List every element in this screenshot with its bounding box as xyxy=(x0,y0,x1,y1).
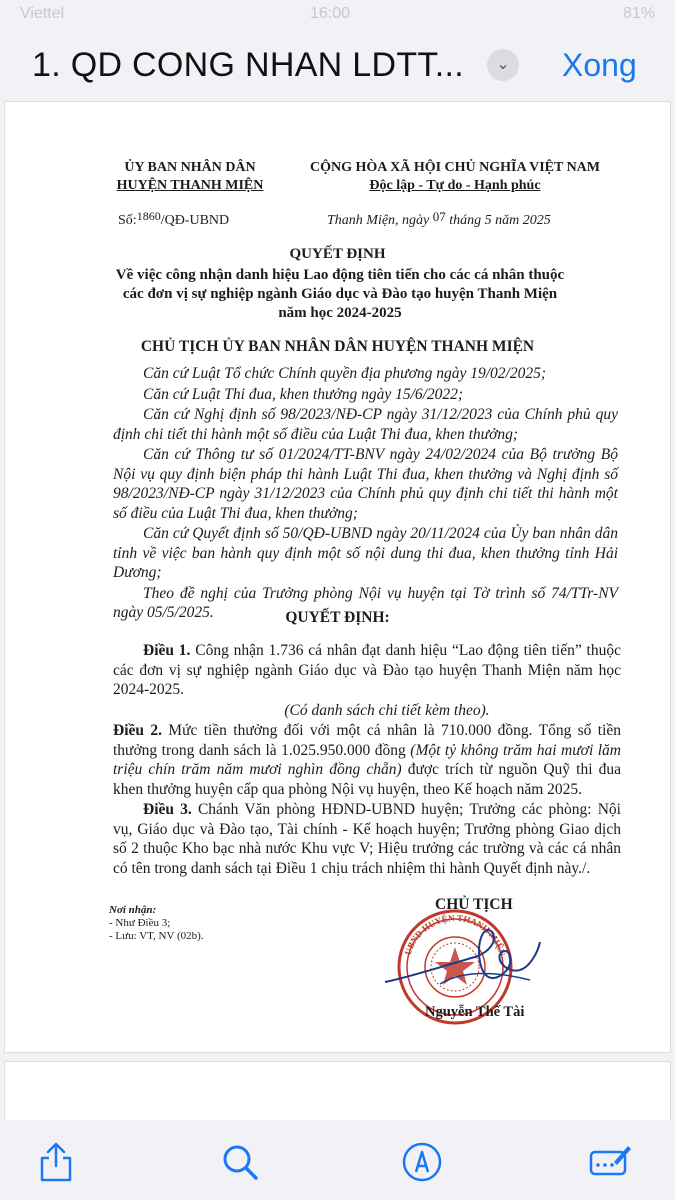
nation-motto: Độc lập - Tự do - Hạnh phúc xyxy=(369,178,541,193)
navigation-bar xyxy=(0,30,675,100)
annotate-icon[interactable] xyxy=(588,1140,632,1184)
recipients-block xyxy=(109,904,204,943)
basis-item: Căn cứ Quyết định số 50/QĐ-UBND ngày 20/11/2024 của Ủy ban nhân dân tỉnh về việc ban hành quy định một số nội dung thi đua, khen thưởng tỉnh Hải Dương; xyxy=(113,525,618,581)
legal-basis xyxy=(113,364,618,624)
issuer-line1: ỦY BAN NHÂN DÂN xyxy=(124,160,256,175)
basis-item: Căn cứ Thông tư số 01/2024/TT-BNV ngày 24/02/2024 của Bộ trưởng Bộ Nội vụ quy định biện pháp thi hành Luật Thi đua, khen thưởng và Nghị định số 98/2023/NĐ-CP ngày 31/12/2023 của Chính phủ quy định chi tiết thi hành một số điều của Luật Thi đua, khen thưởng; xyxy=(113,446,618,522)
signer-name: Nguyễn Thế Tài xyxy=(425,1004,525,1020)
article-1-label: Điều 1. xyxy=(143,642,191,659)
date-prefix: Thanh Miện, ngày xyxy=(327,213,433,228)
seal-text: UBND HUYỆN THANH MIỆN xyxy=(402,912,508,958)
decide-heading: QUYẾT ĐỊNH: xyxy=(285,609,390,626)
article-2-amount-words: (Một tỷ không trăm hai mươi lăm triệu chín trăm năm mươi nghìn đồng chẵn) xyxy=(113,741,621,778)
document-title[interactable]: 1. QD CONG NHAN LDTT... xyxy=(32,46,464,84)
signer-title: CHỦ TỊCH xyxy=(435,896,513,913)
number-value: 1860 xyxy=(136,209,161,223)
articles xyxy=(113,641,621,879)
document-number xyxy=(118,209,229,229)
decision-title: QUYẾT ĐỊNH xyxy=(289,246,386,262)
basis-item: Căn cứ Luật Tổ chức Chính quyền địa phương ngày 19/02/2025; xyxy=(143,365,547,382)
share-icon[interactable] xyxy=(34,1140,78,1184)
markup-icon[interactable] xyxy=(400,1140,444,1184)
nation-line1: CỘNG HÒA XÃ HỘI CHỦ NGHĨA VIỆT NAM xyxy=(309,160,600,175)
article-3-text: Chánh Văn phòng HĐND-UBND huyện; Trưởng các phòng: Nội vụ, Giáo dục và Đào tạo, Tài chính - Kế hoạch huyện; Trưởng phòng Giao dịch số 2 thuộc Kho bạc nhà nước Khu vực V; Hiệu trưởng các trường và các cá nhân có tên trong danh sách tại Điều 1 chịu trách nhiệm thi hành Quyết định này./. xyxy=(113,801,621,877)
article-3-label: Điều 3. xyxy=(143,801,192,818)
carrier-label: Viettel xyxy=(20,5,65,22)
number-prefix: Số: xyxy=(118,213,137,228)
article-1-text: Công nhận 1.736 cá nhân đạt danh hiệu “Lao động tiên tiến” thuộc các đơn vị sự nghiệp ngành Giáo dục và Đào tạo huyện Thanh Miện năm học 2024-2025. xyxy=(113,642,621,698)
battery-label: 81% xyxy=(622,5,655,22)
handwritten-signature xyxy=(380,922,560,992)
status-bar xyxy=(0,0,675,30)
article-3 xyxy=(113,800,621,878)
decision-subtitle: Về việc công nhận danh hiệu Lao động tiên tiến cho các cá nhân thuộc các đơn vị sự nghiệp ngành Giáo dục và Đào tạo huyện Thanh Miện năm học 2024-2025 xyxy=(115,267,565,321)
number-suffix: /QĐ-UBND xyxy=(160,213,230,228)
article-1 xyxy=(113,641,621,700)
article-1-note: (Có danh sách chi tiết kèm theo). xyxy=(284,701,490,719)
article-2-label: Điều 2. xyxy=(113,722,162,739)
document-page xyxy=(4,101,671,1053)
date-day: 07 xyxy=(432,209,446,224)
article-2-text-b: được trích từ nguồn Quỹ thi đua khen thưởng huyện cấp qua phòng Nội vụ huyện, theo Kế hoạch năm 2025. xyxy=(113,761,622,798)
basis-item: Theo đề nghị của Trưởng phòng Nội vụ huyện tại Tờ trình số 74/TTr-NV ngày 05/5/2025. xyxy=(113,584,618,621)
issuer-header xyxy=(100,159,280,195)
date-suffix: tháng 5 năm 2025 xyxy=(445,213,551,228)
clock: 16:00 xyxy=(310,5,351,22)
done-button[interactable]: Xong xyxy=(562,47,637,83)
article-2-text-a: Mức tiền thưởng đối với một cá nhân là 710.000 đồng. Tổng số tiền thưởng trong danh sách là 1.025.950.000 đồng xyxy=(113,722,622,759)
bottom-toolbar xyxy=(0,1120,675,1200)
basis-item: Căn cứ Nghị định số 98/2023/NĐ-CP ngày 31/12/2023 của Chính phủ quy định chi tiết thi hành một số điều của Luật Thi đua, khen thưởng; xyxy=(113,406,618,443)
document-date xyxy=(327,209,551,229)
search-icon[interactable] xyxy=(218,1140,262,1184)
recipient-item: - Lưu: VT, NV (02b). xyxy=(109,930,204,942)
issuer-line2: HUYỆN THANH MIỆN xyxy=(116,178,264,193)
chevron-down-icon[interactable]: ⌄ xyxy=(487,49,519,81)
chairman-heading: CHỦ TỊCH ỦY BAN NHÂN DÂN HUYỆN THANH MIỆN xyxy=(140,338,535,355)
article-2 xyxy=(113,721,621,799)
basis-item: Căn cứ Luật Thi đua, khen thưởng ngày 15/6/2022; xyxy=(143,385,464,403)
nation-header xyxy=(290,159,620,195)
recipients-heading: Nơi nhận: xyxy=(109,904,157,916)
recipient-item: - Như Điều 3; xyxy=(109,917,171,929)
